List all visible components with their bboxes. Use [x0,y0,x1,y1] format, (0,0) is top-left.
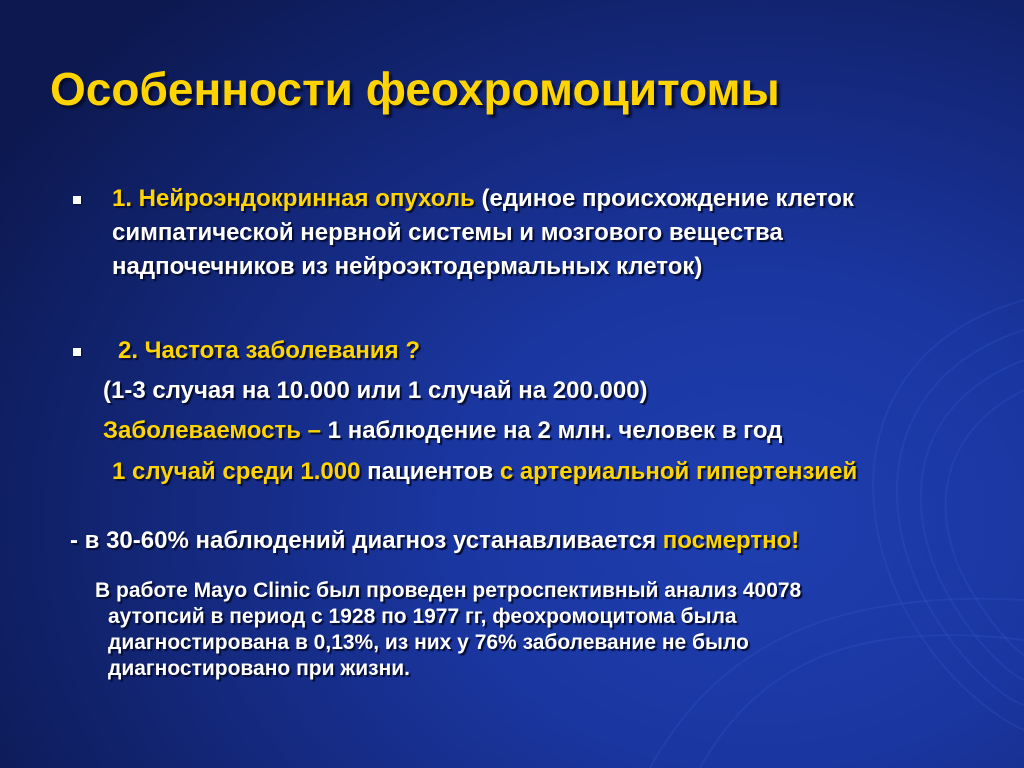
item1-rest: (единое происхождение клеток [474,185,854,212]
postmortem-line [70,524,799,558]
postmortem-text: - в 30-60% наблюдений диагноз устанавливается [70,527,663,554]
item2-case [112,455,857,489]
incidence-text: 1 наблюдение на 2 млн. человек в год [321,417,783,444]
mayo-line2: аутопсий в период с 1928 по 1977 гг, феохромоцитома была [108,605,737,628]
item1-head: 1. Нейроэндокринная опухоль [112,185,475,212]
case-part1: 1 случай среди 1.000 [112,458,361,485]
mayo-line4: диагностировано при жизни. [108,657,411,680]
mayo-line1: В работе Mayo Clinic был проведен ретроспективный анализ 40078 [95,579,802,602]
case-part2: пациентов [360,458,500,485]
item2-freq: (1-3 случая на 10.000 или 1 случай на 200.000) [103,377,648,404]
bullet-1 [73,196,81,204]
item1-line1 [112,182,854,216]
case-part3: с артериальной гипертензией [499,458,858,485]
incidence-label: Заболеваемость – [103,417,322,444]
item1-line3: надпочечников из нейроэктодермальных клеток) [112,253,703,280]
bullet-2 [73,348,81,356]
mayo-paragraph [95,578,801,682]
postmortem-highlight: посмертно! [662,527,800,554]
item2-incidence [103,414,782,448]
item2-head: 2. Частота заболевания ? [118,337,421,364]
mayo-line3: диагностирована в 0,13%, из них у 76% заболевание не было [108,631,749,654]
item1-line2: симпатической нервной системы и мозгового вещества [112,219,783,246]
slide-title: Особенности феохромоцитомы [50,63,780,115]
